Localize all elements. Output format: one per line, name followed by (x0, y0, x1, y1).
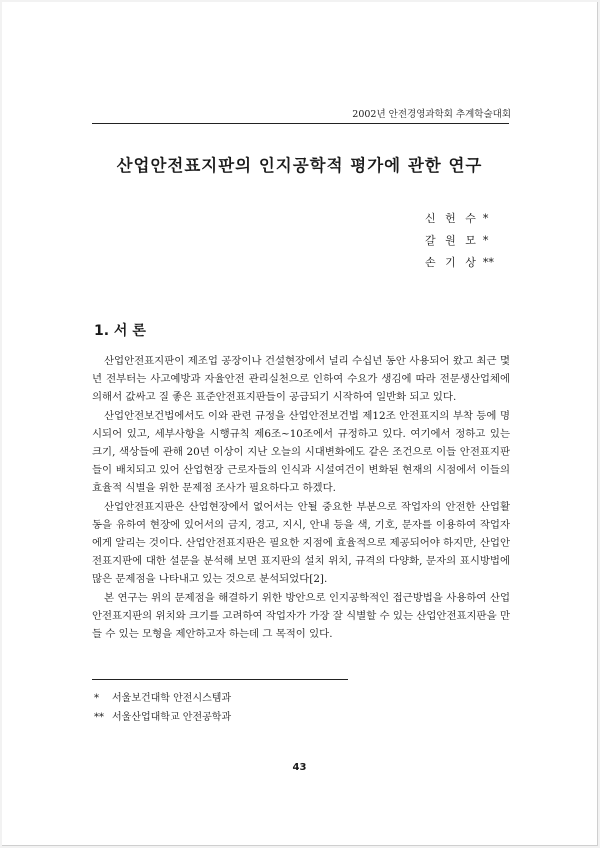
paragraph-2: 산업안전보건법에서도 이와 관련 규정을 산업안전보건법 제12조 안전표지의 부착 등에 명시되어 있고, 세부사항을 시행규칙 제6조~10조에서 규정하고 있다. 여기에서 정하고 있는 크기, 색상들에 관해 20년 이상이 지난 오늘의 시대변화에도 같은 조건으로 이들 안전표지판들이 배치되고 있어 산업현장 근로자들의 인식과 시설여건이 변화된 현재의 시점에서 이들의 효율적 식별을 위한 문제점 조사가 필요하다고 하겠다. (92, 409, 510, 495)
paper-title: 산업안전표지판의 인지공학적 평가에 관한 연구 (116, 156, 483, 175)
section-heading: 1. 서 론 (94, 323, 146, 339)
running-header: 2002년 안전경영과학회 추계학술대회 (352, 109, 511, 120)
paragraph-3: 산업안전표지판은 산업현장에서 없어서는 안될 중요한 부분으로 작업자의 안전한 산업활동을 유하여 현장에 있어서의 금지, 경고, 지시, 안내 등을 색, 기호, 문자를 이용하여 작업자에게 알리는 것이다. 산업안전표지판은 필요한 지점에 효율적으로 제공되어야 하지만, 산업안전표지판에 대한 설문을 분석해 보면 표지판의 설치 위치, 규격의 다양화, 문자의 표시방법에 많은 문제점을 나타내고 있는 것으로 분석되었다[2]. (92, 500, 510, 586)
footnote-text: 서울산업대학교 안전공학과 (112, 712, 232, 723)
paper-page (2, 2, 598, 846)
page-number: 43 (292, 762, 307, 773)
author-name: 신 헌 수 (425, 212, 479, 225)
footnote-mark: * (94, 693, 99, 704)
paragraph-1: 산업안전표지판이 제조업 공장이나 건설현장에서 널리 수십년 동안 사용되어 왔고 최근 몇 년 전부터는 사고예방과 자율안전 관리실천으로 인하여 수요가 생김에 따라 전문생산업체에 의해서 값싸고 질 좋은 표준안전표지판들이 공급되기 시작하여 일반화 되고 있다. (92, 355, 510, 404)
author-name: 갈 원 모 (425, 234, 479, 247)
footnote-mark: ** (94, 712, 104, 723)
header-rule (92, 123, 509, 124)
footnote-rule (92, 679, 348, 680)
author-name: 손 기 상 (425, 256, 479, 269)
author-1 (425, 208, 494, 230)
author-3 (425, 252, 494, 274)
footnote-text: 서울보건대학 안전시스템과 (112, 693, 232, 704)
author-affiliation-mark: * (482, 234, 489, 247)
footnotes (94, 689, 231, 727)
author-2 (425, 230, 494, 252)
footnote-1 (94, 689, 231, 708)
author-affiliation-mark: ** (482, 256, 494, 269)
author-list (425, 208, 494, 274)
footnote-2 (94, 708, 231, 727)
author-affiliation-mark: * (482, 212, 489, 225)
paragraph-4: 본 연구는 위의 문제점을 해결하기 위한 방안으로 인지공학적인 접근방법을 사용하여 산업안전표지판의 위치와 크기를 고려하여 작업자가 가장 잘 식별할 수 있는 산업안전표지판을 만들 수 있는 모형을 제안하고자 하는데 그 목적이 있다. (92, 591, 510, 641)
body-text (92, 352, 510, 643)
